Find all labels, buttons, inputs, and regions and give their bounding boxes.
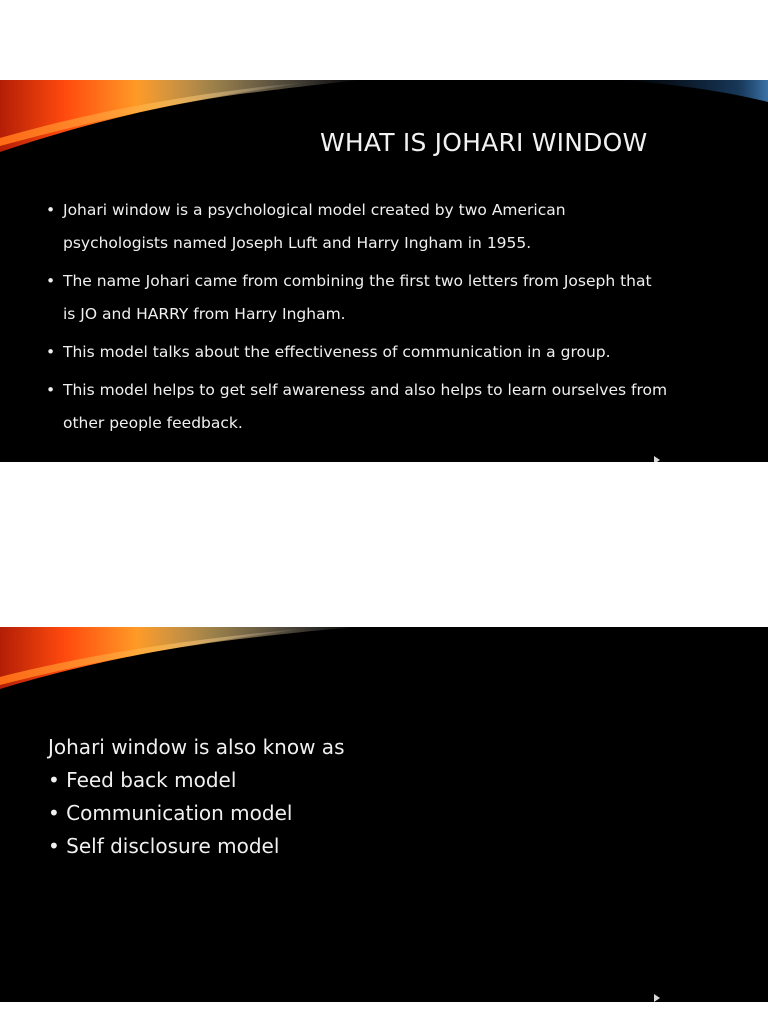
list-item-text-line: other people feedback. [63, 414, 243, 432]
bullet-glyph: • [46, 272, 56, 290]
also-known-as-block [48, 731, 648, 863]
bullet-glyph: • [48, 768, 60, 792]
list-item [46, 374, 726, 440]
list-item [48, 830, 648, 863]
bullet-glyph: • [46, 343, 56, 361]
bullet-list [46, 194, 726, 445]
play-arrow-icon[interactable] [654, 994, 660, 1002]
model-names-list [48, 764, 648, 863]
list-item-text-line: Johari window is a psychological model created by two American [63, 201, 566, 219]
list-item-text-line: The name Johari came from combining the first two letters from Joseph that [63, 272, 652, 290]
bullet-glyph: • [48, 834, 60, 858]
list-item-text-line: This model talks about the effectiveness of communication in a group. [63, 343, 611, 361]
slide-title: WHAT IS JOHARI WINDOW [320, 128, 648, 157]
list-item-text-line: psychologists named Joseph Luft and Harry Ingham in 1955. [63, 234, 532, 252]
also-known-as-heading: Johari window is also know as [48, 735, 345, 759]
play-arrow-icon[interactable] [654, 456, 660, 462]
list-item-text: Self disclosure model [66, 834, 280, 858]
list-item [48, 764, 648, 797]
list-item [46, 194, 726, 260]
orange-swoosh-graphic [0, 627, 768, 717]
slide-also-known-as [0, 627, 768, 1002]
list-item-text: Feed back model [66, 768, 237, 792]
list-item [46, 265, 726, 331]
list-item [48, 797, 648, 830]
list-item [46, 336, 726, 369]
list-item-text: Communication model [66, 801, 293, 825]
bullet-glyph: • [48, 801, 60, 825]
list-item-text-line: is JO and HARRY from Harry Ingham. [63, 305, 346, 323]
bullet-glyph: • [46, 381, 56, 399]
list-item-text-line: This model helps to get self awareness and also helps to learn ourselves from [63, 381, 668, 399]
bullet-glyph: • [46, 201, 56, 219]
slide-what-is-johari-window [0, 80, 768, 462]
